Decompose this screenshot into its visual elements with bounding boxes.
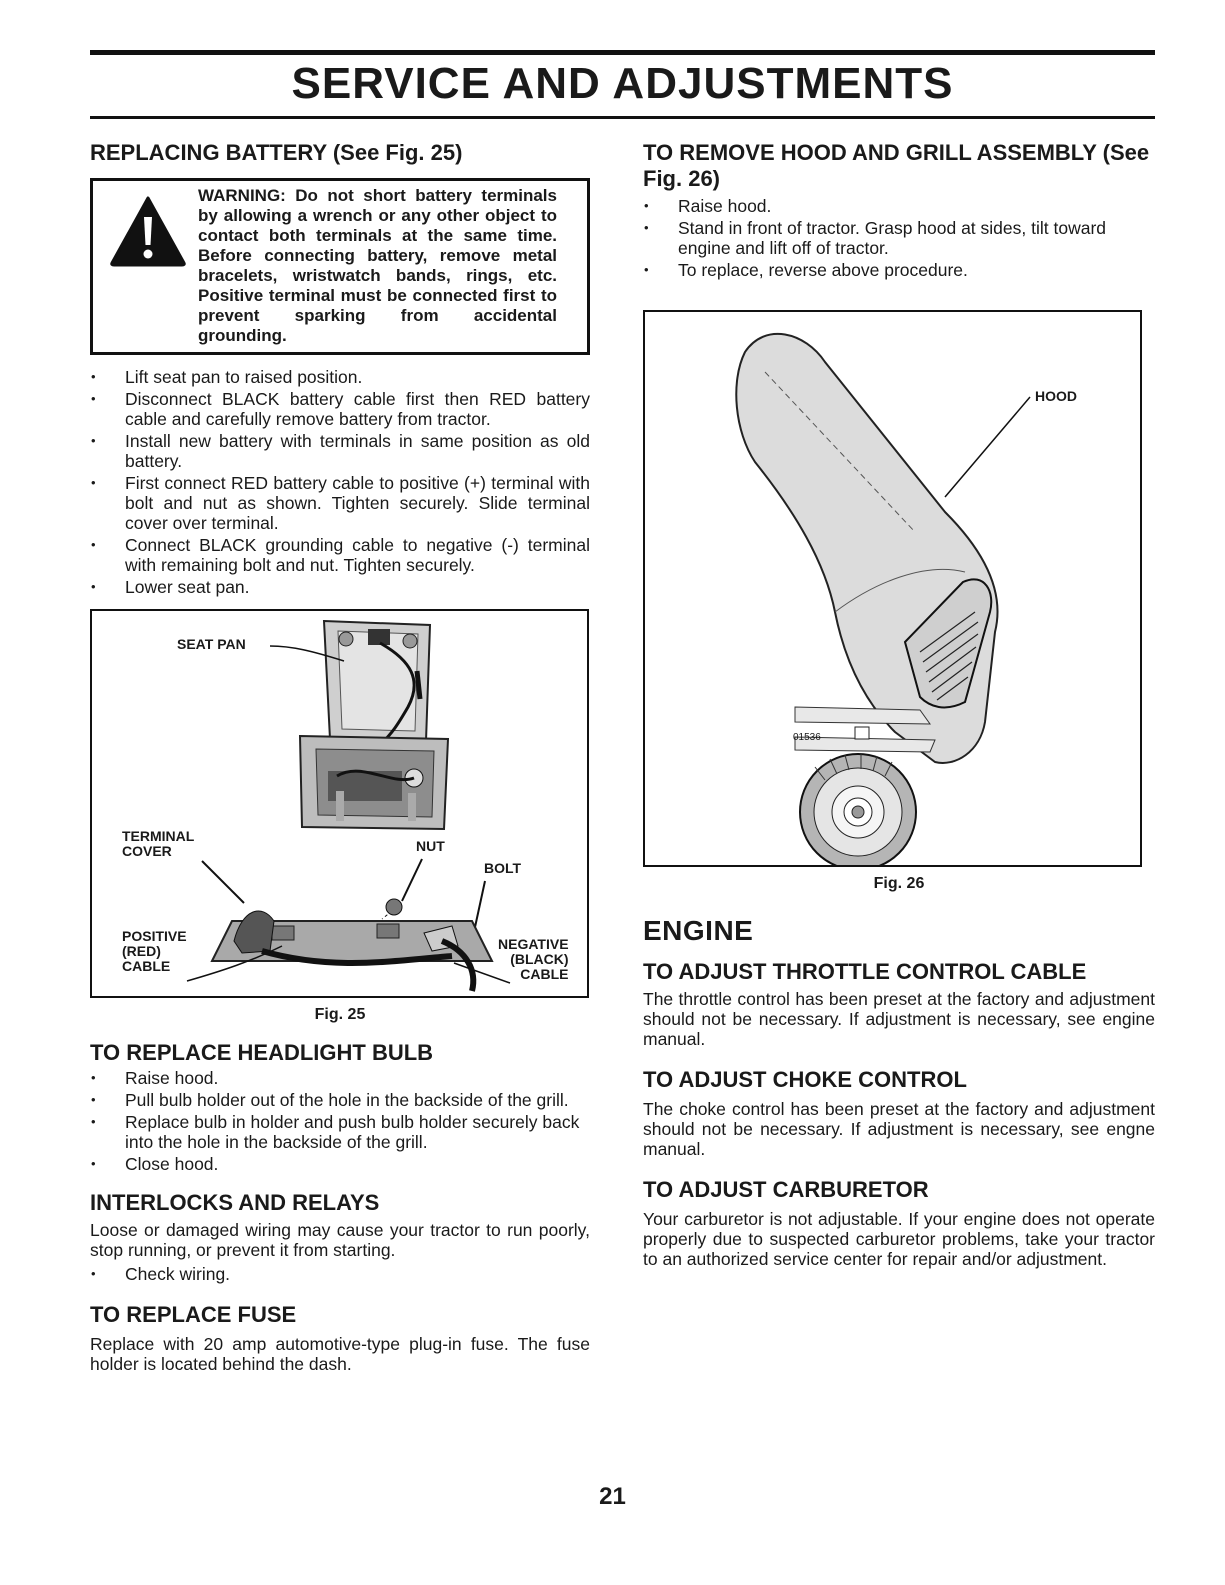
- label-hood: HOOD: [1035, 388, 1077, 404]
- interlocks-heading: INTERLOCKS AND RELAYS: [90, 1190, 380, 1215]
- fuse-text: Replace with 20 amp automotive-type plug-in fuse. The fuse holder is located behind the dash.: [90, 1334, 590, 1374]
- battery-heading: REPLACING BATTERY (See Fig. 25): [90, 140, 463, 165]
- figure-26: [643, 310, 1142, 867]
- throttle-heading: TO ADJUST THROTTLE CONTROL CABLE: [643, 959, 1087, 984]
- list-item: • Close hood.: [90, 1154, 590, 1174]
- figure-26-caption: Fig. 26: [873, 875, 925, 892]
- list-item: • Raise hood.: [90, 1068, 590, 1088]
- list-item: • To replace, reverse above procedure.: [643, 260, 1155, 280]
- list-item: • Lower seat pan.: [90, 577, 590, 597]
- warning-text: WARNING: Do not short battery terminals by allowing a wrench or any other object to contact both terminals at the same time. Before connecting battery, remove metal bracelets, wristwatch bands, rings, etc. Positive terminal must be connected first to prevent sparking from accidental grounding.: [198, 186, 557, 345]
- label-bolt: BOLT: [484, 860, 522, 876]
- label-seat-pan: SEAT PAN: [177, 636, 246, 652]
- left-column: [90, 140, 590, 1374]
- warning-triangle-icon: [109, 195, 187, 267]
- list-item: • Stand in front of tractor. Grasp hood at sides, tilt toward engine and lift off of tractor.: [643, 218, 1155, 258]
- carburetor-text: Your carburetor is not adjustable. If your engine does not operate properly due to suspected carburetor problems, take your tractor to an authorized service center for repair and/or adjustment.: [643, 1209, 1155, 1269]
- interlocks-text: Loose or damaged wiring may cause your tractor to run poorly, stop running, or prevent it from starting.: [90, 1220, 590, 1260]
- page-number: 21: [599, 1483, 626, 1510]
- headlight-heading: TO REPLACE HEADLIGHT BULB: [90, 1040, 434, 1065]
- headlight-steps: [90, 1068, 590, 1174]
- fuse-heading: TO REPLACE FUSE: [90, 1302, 297, 1327]
- list-item: • Pull bulb holder out of the hole in the backside of the grill.: [90, 1090, 590, 1110]
- hood-steps: [643, 196, 1155, 280]
- battery-steps: [90, 367, 590, 597]
- list-item: • Replace bulb in holder and push bulb holder securely back into the hole in the backside of the grill.: [90, 1112, 590, 1152]
- list-item: • Install new battery with terminals in same position as old battery.: [90, 431, 590, 471]
- right-column: [643, 140, 1155, 1269]
- list-item: • Lift seat pan to raised position.: [90, 367, 590, 387]
- page-title: SERVICE AND ADJUSTMENTS: [291, 59, 954, 108]
- list-item: • Raise hood.: [643, 196, 1155, 216]
- list-item: • Connect BLACK grounding cable to negative (-) terminal with remaining bolt and nut. Tighten securely.: [90, 535, 590, 575]
- figure-25: [90, 609, 589, 998]
- choke-text: The choke control has been preset at the factory and adjustment should not be necessary. If adjustment is necessary, see engne manual.: [643, 1099, 1155, 1159]
- list-item: • First connect RED battery cable to positive (+) terminal with bolt and nut as shown. Tighten securely. Slide terminal cover over terminal.: [90, 473, 590, 533]
- title-underline: [90, 116, 1155, 119]
- label-negative-cable: NEGATIVE (BLACK) CABLE: [498, 936, 569, 982]
- hood-heading: TO REMOVE HOOD AND GRILL ASSEMBLY (See Fig. 26): [643, 140, 1150, 191]
- engine-heading: ENGINE: [643, 915, 754, 946]
- choke-heading: TO ADJUST CHOKE CONTROL: [643, 1067, 967, 1092]
- throttle-text: The throttle control has been preset at the factory and adjustment should not be necessary. If adjustment is necessary, see engine manual.: [643, 989, 1155, 1049]
- label-terminal-cover: TERMINAL COVER: [122, 828, 195, 859]
- interlocks-steps: [90, 1264, 590, 1284]
- list-item: • Disconnect BLACK battery cable first then RED battery cable and carefully remove battery from tractor.: [90, 389, 590, 429]
- warning-box: [90, 178, 590, 355]
- label-part-number: 01536: [793, 732, 821, 743]
- top-rule: [90, 50, 1155, 55]
- label-positive-cable: POSITIVE (RED) CABLE: [122, 928, 187, 974]
- figure-25-caption: Fig. 25: [314, 1006, 366, 1023]
- list-item: • Check wiring.: [90, 1264, 590, 1284]
- label-nut: NUT: [416, 838, 445, 854]
- carburetor-heading: TO ADJUST CARBURETOR: [643, 1177, 929, 1202]
